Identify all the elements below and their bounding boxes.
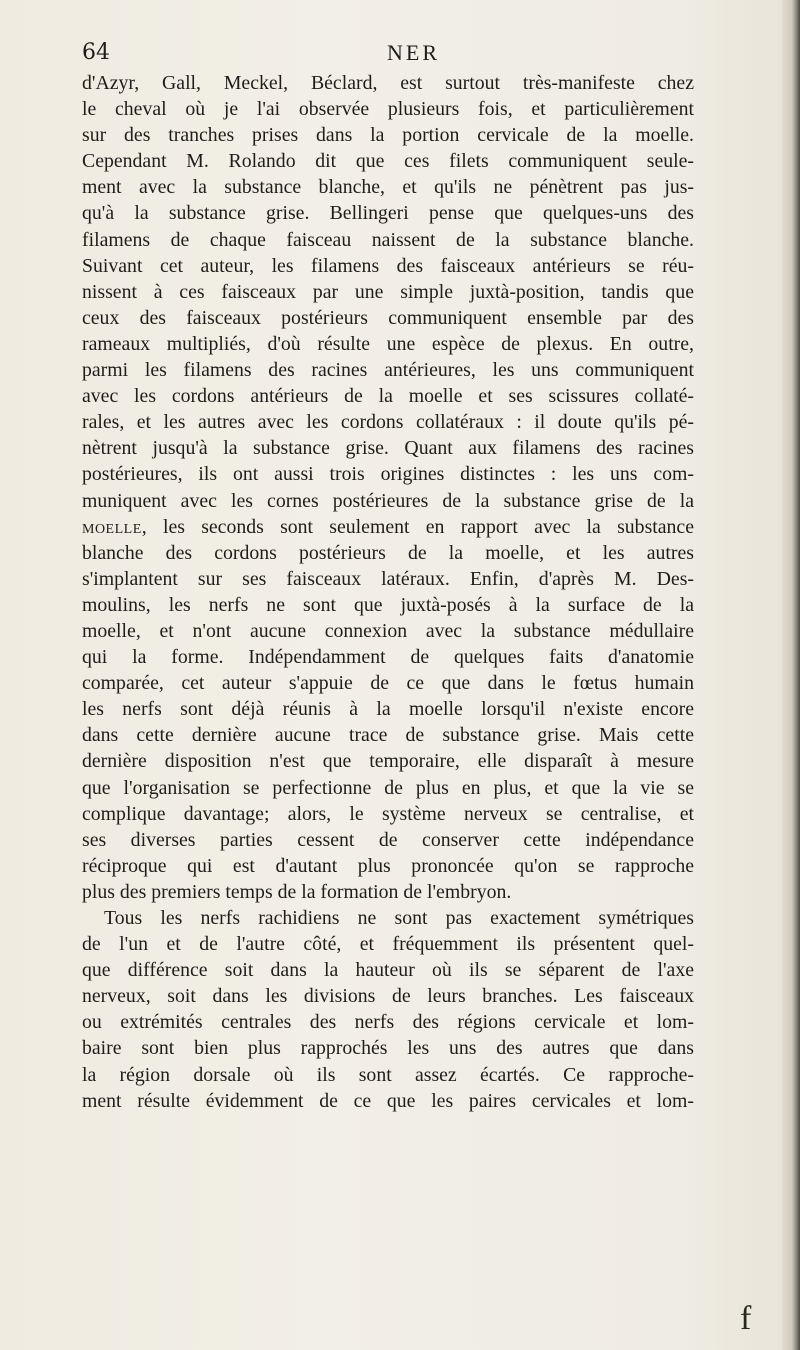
text-line: d'Azyr, Gall, Meckel, Béclard, est surtout très-manifeste chez [82, 72, 694, 94]
text-line: ceux des faisceaux postérieurs communiquent ensemble par des [82, 306, 694, 329]
page-edge-shadow [782, 0, 800, 1350]
body-text [82, 70, 694, 1114]
text-line: sur des tranches prises dans la portion cervicale de la moelle. [82, 124, 694, 147]
smallcaps-word: moelle [82, 515, 142, 538]
text-line: nètrent jusqu'à la substance grise. Quant aux filamens des racines [82, 437, 694, 460]
text-line: la région dorsale où ils sont assez écartés. Ce rapproche- [82, 1063, 694, 1086]
text-line: rales, et les autres avec les cordons collatéraux : il doute qu'ils pé- [82, 411, 694, 434]
text-line: qui la forme. Indépendamment de quelques faits d'anatomie [82, 646, 694, 669]
text-line: complique davantage; alors, le système nerveux se centralise, et [82, 802, 694, 825]
catchword-mark: f [740, 1300, 752, 1337]
text-line: parmi les filamens des racines antérieures, les uns communiquent [82, 359, 694, 382]
text-line: dernière disposition n'est que temporaire, elle disparaît à mesure [82, 750, 694, 773]
text-line: réciproque qui est d'autant plus prononcée qu'on se rapproche [82, 854, 694, 877]
running-head: NER [387, 40, 440, 65]
paragraph-start-line: Tous les nerfs rachidiens ne sont pas exactement symétriques [104, 907, 694, 929]
text-line: ment avec la substance blanche, et qu'ils ne pénètrent pas jus- [82, 176, 694, 199]
text-line: moelle, et n'ont aucune connexion avec la substance médullaire [82, 619, 694, 642]
text-line: les nerfs sont déjà réunis à la moelle lorsqu'il n'existe encore [82, 698, 694, 721]
text-line: dans cette dernière aucune trace de substance grise. Mais cette [82, 724, 694, 747]
text-line: nissent à ces faisceaux par une simple juxtà-position, tandis que [82, 280, 694, 303]
text-line: moulins, les nerfs ne sont que juxtà-posés à la surface de la [82, 593, 694, 616]
page-header [82, 40, 692, 70]
text-line: que différence soit dans la hauteur où ils se séparent de l'axe [82, 959, 694, 982]
text-line: de l'un et de l'autre côté, et fréquemment ils présentent quel- [82, 933, 694, 956]
page-number: 64 [82, 40, 110, 65]
text-line-rest: , les seconds sont seulement en rapport avec la substance [141, 515, 694, 538]
text-line: ment résulte évidemment de ce que les paires cervicales et lom- [82, 1089, 694, 1112]
text-line: ses diverses parties cessent de conserver cette indépendance [82, 828, 694, 851]
text-line: que l'organisation se perfectionne de plus en plus, et que la vie se [82, 776, 694, 799]
text-line: Suivant cet auteur, les filamens des faisceaux antérieurs se réu- [82, 254, 694, 277]
text-line: ou extrémités centrales des nerfs des régions cervicale et lom- [82, 1011, 694, 1034]
text-line: postérieures, ils ont aussi trois origines distinctes : les uns com- [82, 463, 694, 486]
text-line: Cependant M. Rolando dit que ces filets communiquent seule- [82, 150, 694, 173]
text-line: baire sont bien plus rapprochés les uns des autres que dans [82, 1037, 694, 1060]
text-line: nerveux, soit dans les divisions de leurs branches. Les faisceaux [82, 985, 694, 1008]
text-line: avec les cordons antérieurs de la moelle et ses scissures collaté- [82, 385, 694, 408]
text-line: muniquent avec les cornes postérieures de la substance grise de la [82, 489, 694, 512]
text-line: blanche des cordons postérieurs de la moelle, et les autres [82, 541, 694, 564]
text-line: qu'à la substance grise. Bellingeri pense que quelques-uns des [82, 202, 694, 225]
text-line: rameaux multipliés, d'où résulte une espèce de plexus. En outre, [82, 332, 694, 355]
text-line: filamens de chaque faisceau naissent de la substance blanche. [82, 228, 694, 251]
text-line: le cheval où je l'ai observée plusieurs fois, et particulièrement [82, 98, 694, 121]
text-line-with-smallcaps [82, 514, 694, 540]
text-line: s'implantent sur ses faisceaux latéraux. Enfin, d'après M. Des- [82, 567, 694, 590]
text-line: comparée, cet auteur s'appuie de ce que dans le fœtus humain [82, 672, 694, 695]
paragraph-end-line: plus des premiers temps de la formation de l'embryon. [82, 880, 512, 903]
